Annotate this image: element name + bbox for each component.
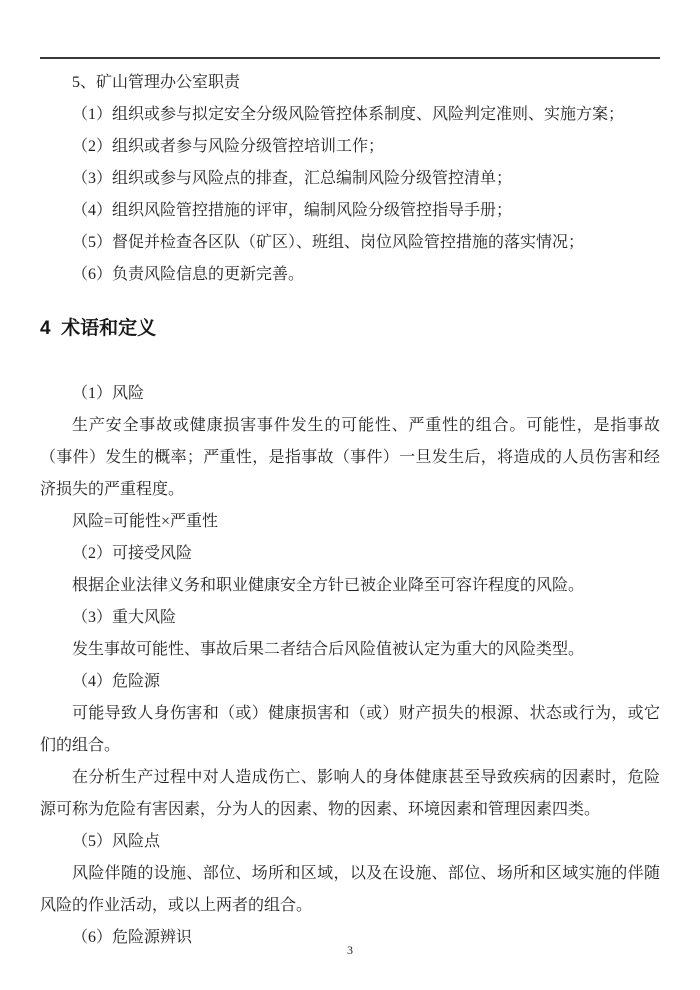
paragraph: （6）危险源辨识 xyxy=(72,929,193,946)
page-footer xyxy=(0,941,700,959)
header-divider xyxy=(40,57,660,59)
paragraph: 可能导致人身伤害和（或）健康损害和（或）财产损失的根源、状态或行为，或它们的组合。 xyxy=(40,705,660,754)
document-body xyxy=(40,62,660,954)
paragraph: （6）负责风险信息的更新完善。 xyxy=(72,266,305,283)
paragraph: 发生事故可能性、事故后果二者结合后风险值被认定为重大的风险类型。 xyxy=(72,641,585,658)
paragraph: （4）危险源 xyxy=(72,673,161,690)
paragraph: （1）风险 xyxy=(72,385,145,402)
paragraph: （3）重大风险 xyxy=(72,609,177,626)
paragraph: （5）风险点 xyxy=(72,833,161,850)
paragraph: 5、矿山管理办公室职责 xyxy=(72,74,241,91)
page-number: 3 xyxy=(347,943,353,957)
paragraph: （2）可接受风险 xyxy=(72,545,193,562)
paragraph: 根据企业法律义务和职业健康安全方针已被企业降至可容许程度的风险。 xyxy=(72,577,585,594)
paragraph: （4）组织风险管控措施的评审，编制风险分级管控指导手册； xyxy=(72,202,513,219)
paragraph: （1）组织或参与拟定安全分级风险管控体系制度、风险判定准则、实施方案； xyxy=(72,106,625,123)
paragraph: （5）督促并检查各区队（矿区）、班组、岗位风险管控措施的落实情况； xyxy=(72,234,585,251)
paragraph: （3）组织或参与风险点的排查，汇总编制风险分级管控清单； xyxy=(72,170,513,187)
section-heading: 4 术语和定义 xyxy=(40,318,157,339)
paragraph: 生产安全事故或健康损害事件发生的可能性、严重性的组合。可能性，是指事故（事件）发生的概率；严重性，是指事故（事件）一旦发生后，将造成的人员伤害和经济损失的严重程度。 xyxy=(40,417,660,498)
paragraph: （2）组织或者参与风险分级管控培训工作； xyxy=(72,138,385,155)
paragraph: 在分析生产过程中对人造成伤亡、影响人的身体健康甚至导致疾病的因素时，危险源可称为危险有害因素，分为人的因素、物的因素、环境因素和管理因素四类。 xyxy=(40,769,660,818)
paragraph: 风险=可能性×严重性 xyxy=(72,513,219,530)
paragraph: 风险伴随的设施、部位、场所和区域，以及在设施、部位、场所和区域实施的伴随风险的作业活动，或以上两者的组合。 xyxy=(40,865,660,914)
